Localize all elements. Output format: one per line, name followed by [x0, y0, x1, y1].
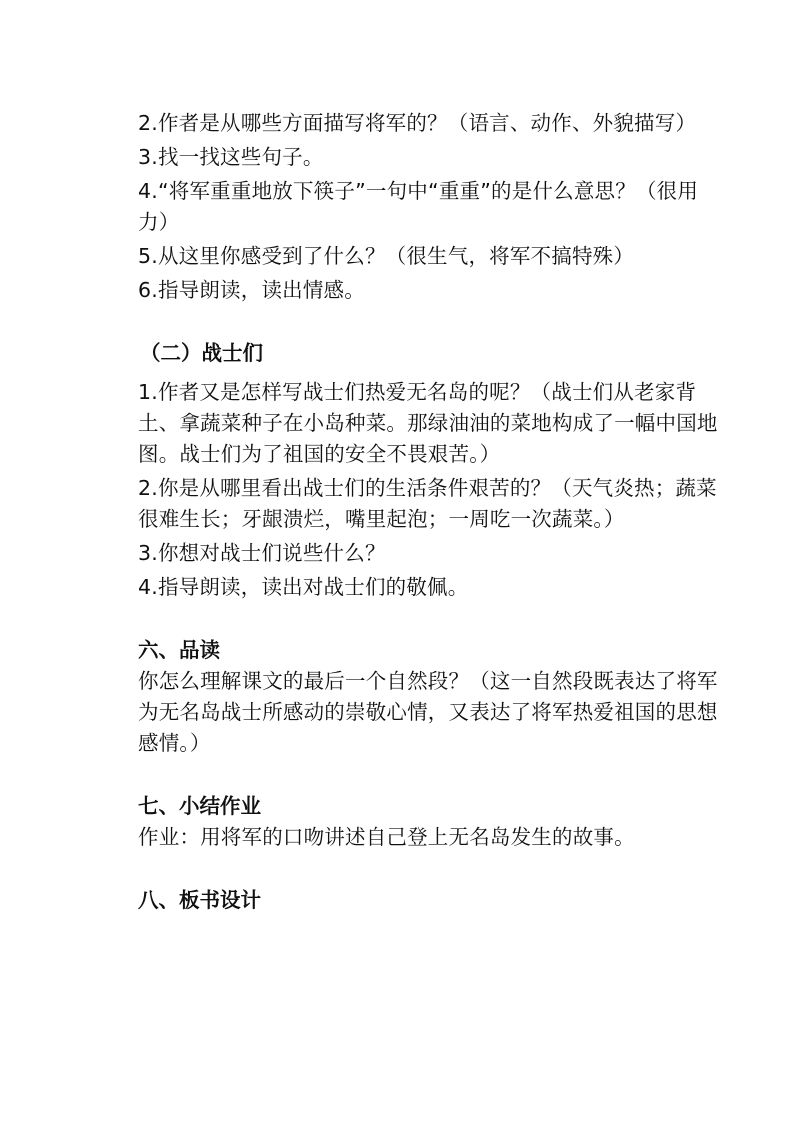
- section-paragraph: 作业：用将军的口吻讲述自己登上无名岛发生的故事。: [138, 825, 635, 849]
- list-item: 4.指导朗读，读出对战士们的敬佩。: [138, 575, 469, 599]
- section-heading-board-design: 八、板书设计: [138, 888, 261, 912]
- section-heading-reading: 六、品读: [138, 638, 220, 662]
- list-item: 3.你想对战士们说些什么？: [138, 541, 386, 565]
- list-item: 6.指导朗读，读出情感。: [138, 278, 365, 302]
- list-item: 3.找一找这些句子。: [138, 145, 324, 169]
- section-paragraph: 你怎么理解课文的最后一个自然段？（这一自然段既表达了将军为无名岛战士所感动的崇敬心情，又表达了将军热爱祖国的思想感情。）: [138, 669, 718, 755]
- section-heading-summary: 七、小结作业: [138, 794, 261, 818]
- document-page: [138, 108, 718, 916]
- subsection-heading-soldiers: （二）战士们: [140, 341, 263, 365]
- list-item: 2.你是从哪里看出战士们的生活条件艰苦的？（天气炎热；蔬菜很难生长；牙龈溃烂，嘴里起泡；一周吃一次蔬菜。）: [138, 476, 717, 531]
- list-item: 5.从这里你感受到了什么？（很生气，将军不搞特殊）: [138, 244, 635, 268]
- list-item: 4.“将军重重地放下筷子”一句中“重重”的是什么意思？（很用力）: [138, 179, 699, 234]
- list-item: 1.作者又是怎样写战士们热爱无名岛的呢？（战士们从老家背土、拿蔬菜种子在小岛种菜。那绿油油的菜地构成了一幅中国地图。战士们为了祖国的安全不畏艰苦。）: [138, 380, 718, 466]
- list-item: 2.作者是从哪些方面描写将军的？（语言、动作、外貌描写）: [138, 111, 697, 135]
